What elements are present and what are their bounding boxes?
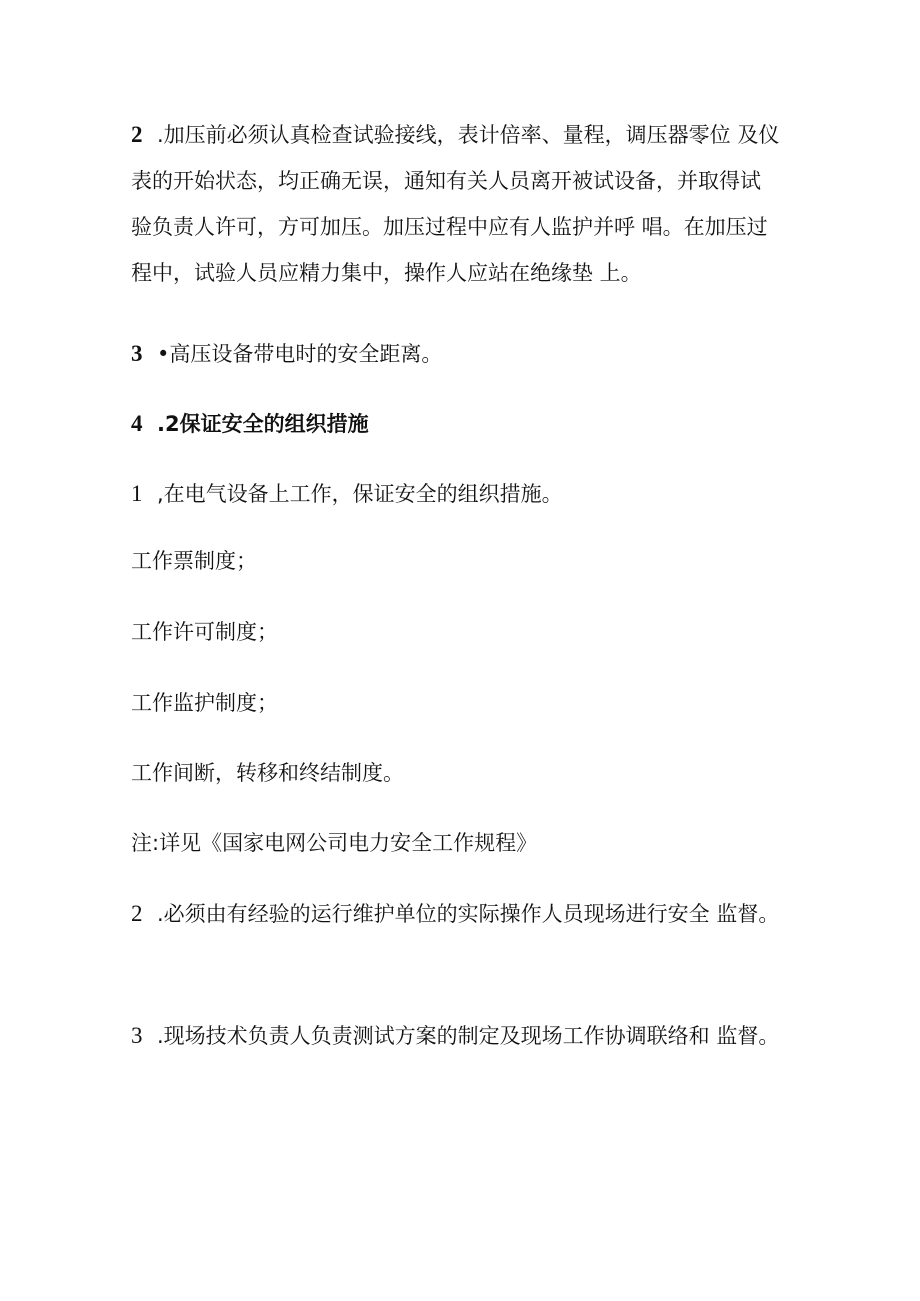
note-reference <box>131 820 781 866</box>
item-number: 3 <box>131 341 143 366</box>
paragraph-2-pressurization <box>131 112 781 296</box>
paragraph-3-safe-distance <box>131 331 781 377</box>
paragraph-text: 注:详见《国家电网公司电力安全工作规程》 <box>131 831 538 855</box>
paragraph-2-supervision <box>131 891 781 937</box>
list-item-work-supervision <box>131 680 781 726</box>
paragraph-text: .加压前必须认真检查试验接线，表计倍率、量程，调压器零位 及仪表的开始状态，均正确无误，通知有关人员离开被试设备，并取得试验负责人许可，方可加压。加压过程中应有人监护并呼 唱。在加压过程中，试验人员应精力集中，操作人应站在绝缘垫 上。 <box>131 123 780 285</box>
paragraph-text: 工作票制度； <box>131 549 257 573</box>
paragraph-3-technical-lead <box>131 1013 781 1059</box>
paragraph-text: .必须由有经验的运行维护单位的实际操作人员现场进行安全 监督。 <box>157 902 780 926</box>
heading-text: .2保证安全的组织措施 <box>157 412 369 436</box>
paragraph-text: 工作许可制度； <box>131 620 278 644</box>
paragraph-text: ,在电气设备上工作，保证安全的组织措施。 <box>157 482 563 506</box>
paragraph-text: •高压设备带电时的安全距离。 <box>157 342 443 366</box>
paragraph-text: 工作监护制度； <box>131 691 278 715</box>
list-item-work-permit <box>131 609 781 655</box>
paragraph-text: .现场技术负责人负责测试方案的制定及现场工作协调联络和 监督。 <box>157 1024 780 1048</box>
item-number: 3 <box>131 1023 143 1048</box>
item-number: 2 <box>131 122 143 147</box>
item-number: 4 <box>131 411 143 436</box>
item-number: 2 <box>131 901 143 926</box>
list-item-work-ticket <box>131 538 781 584</box>
item-number: 1 <box>131 481 143 506</box>
paragraph-1-organizational-measures <box>131 471 781 517</box>
section-heading-4-2 <box>131 401 781 447</box>
paragraph-text: 工作间断，转移和终结制度。 <box>131 761 404 785</box>
list-item-work-interruption <box>131 750 781 796</box>
